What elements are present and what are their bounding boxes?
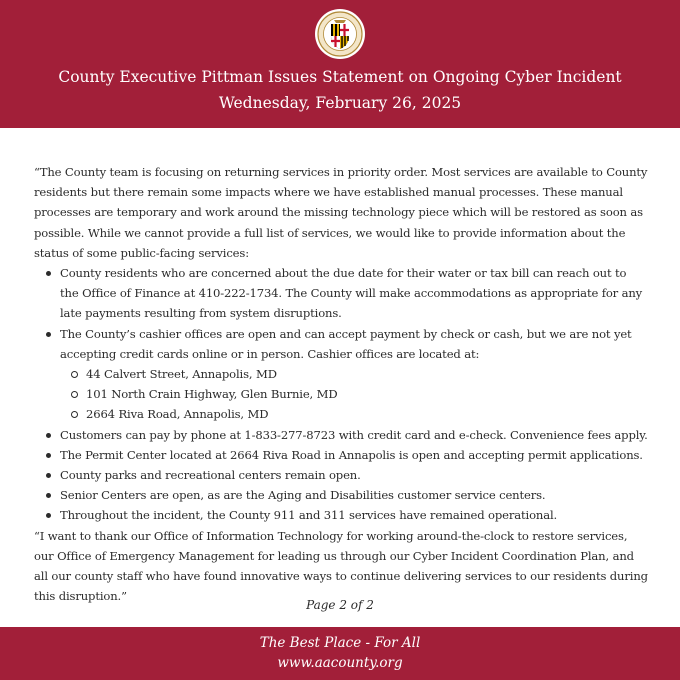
list-item — [60, 263, 648, 324]
list-item — [60, 485, 648, 505]
bullet-icon — [46, 493, 51, 498]
list-item-text: County residents who are concerned about the due date for their water or tax bill can reach out to the Office of Finance at 410-222-1734. The County will make accommodations as appropriate for any late payments resulting from system disruptions. — [60, 266, 643, 321]
footer-banner — [0, 627, 680, 680]
list-item-text: The Permit Center located at 2664 Riva Road in Annapolis is open and accepting permit applications. — [60, 447, 643, 462]
bullet-icon — [46, 453, 51, 458]
cashier-locations-list — [60, 364, 648, 425]
footer-tagline: The Best Place - For All — [259, 635, 421, 651]
statement-intro: “The County team is focusing on returning services in priority order. Most services are available to County residents but there remain some impacts where we have established manual processes. These manual processes are temporary and work around the missing technology piece which will be restored as soon as possible. While we cannot provide a full list of services, we would like to provide information about the status of some public-facing services: — [34, 165, 648, 260]
bullet-icon — [46, 473, 51, 478]
location-item — [86, 364, 648, 384]
location-text: 44 Calvert Street, Annapolis, MD — [86, 367, 277, 382]
services-list — [34, 263, 648, 526]
page-number: Page 2 of 2 — [306, 598, 374, 612]
list-item — [60, 445, 648, 465]
statement-closing: “I want to thank our Office of Information Technology for working around-the-clock to restore services, our Office of Emergency Management for leading us through our Cyber Incident Coordination Plan, and all our county staff who have found innovative ways to continue delivering services to our residents during this disruption.” — [34, 528, 648, 604]
circle-bullet-icon — [71, 391, 78, 398]
list-item-text: Senior Centers are open, as are the Aging and Disabilities customer service centers. — [60, 488, 546, 503]
list-item-text: Throughout the incident, the County 911 and 311 services have remained operational. — [60, 508, 558, 523]
county-seal-icon — [314, 8, 366, 60]
bullet-icon — [46, 332, 51, 337]
circle-bullet-icon — [71, 371, 78, 378]
page-date: Wednesday, February 26, 2025 — [218, 94, 462, 112]
list-item — [60, 505, 648, 525]
list-item — [60, 465, 648, 485]
location-text: 2664 Riva Road, Annapolis, MD — [86, 407, 269, 422]
list-item — [60, 324, 648, 425]
location-item — [86, 404, 648, 424]
page-title: County Executive Pittman Issues Statement on Ongoing Cyber Incident — [58, 68, 622, 86]
statement-body — [34, 162, 648, 606]
bullet-icon — [46, 433, 51, 438]
bullet-icon — [46, 271, 51, 276]
list-item-text: County parks and recreational centers remain open. — [60, 468, 361, 483]
list-item — [60, 425, 648, 445]
location-item — [86, 384, 648, 404]
circle-bullet-icon — [71, 411, 78, 418]
bullet-icon — [46, 513, 51, 518]
list-item-text: Customers can pay by phone at 1-833-277-8723 with credit card and e-check. Convenience fees apply. — [60, 427, 648, 442]
header-banner — [0, 0, 680, 128]
list-item-text: The County’s cashier offices are open and can accept payment by check or cash, but we are not yet accepting credit cards online or in person. Cashier offices are located at: — [60, 326, 632, 361]
location-text: 101 North Crain Highway, Glen Burnie, MD — [86, 387, 338, 402]
footer-url-link[interactable]: www.aacounty.org — [277, 655, 403, 671]
